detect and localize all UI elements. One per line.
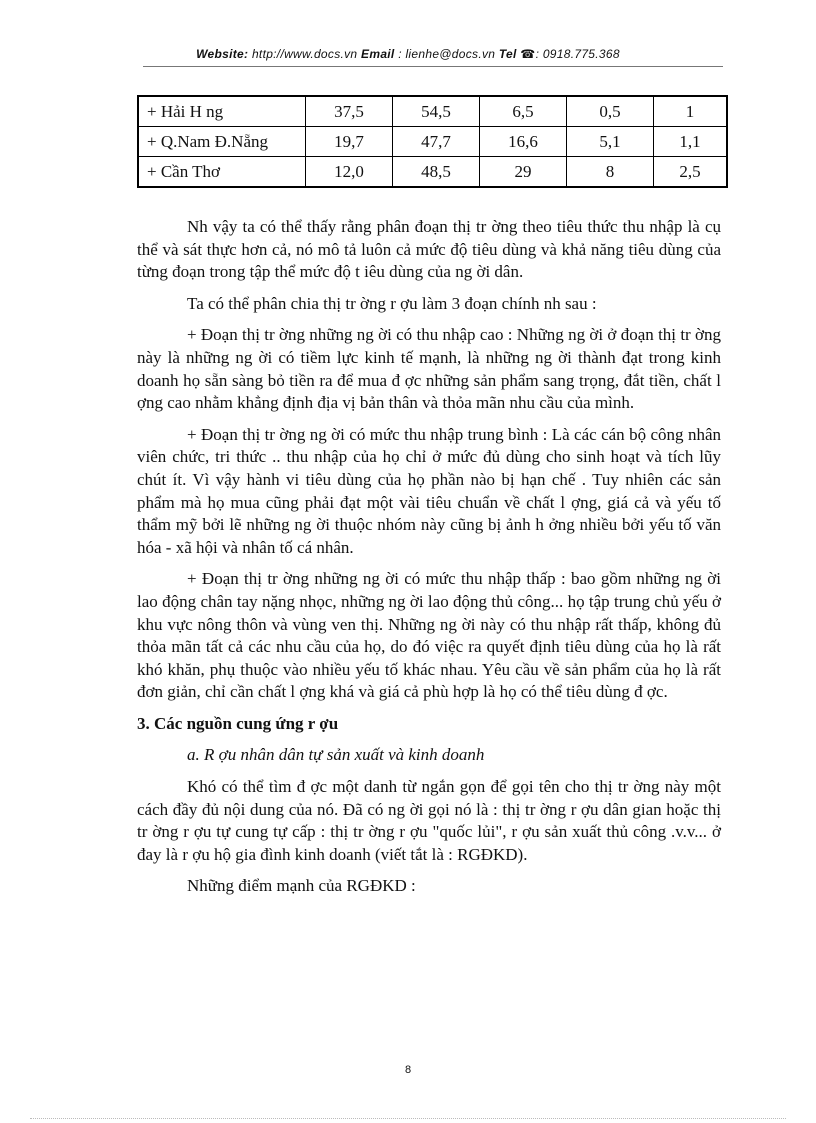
- page-number: 8: [404, 1064, 412, 1076]
- page-header: [0, 47, 816, 61]
- table-cell: 2,5: [654, 157, 728, 188]
- table-cell: 47,7: [393, 127, 480, 157]
- table-cell: 54,5: [393, 96, 480, 127]
- email-label: Email: [361, 47, 395, 61]
- paragraph: Những điểm mạnh của RGĐKD :: [187, 876, 416, 896]
- table-cell: 0,5: [567, 96, 654, 127]
- table-cell: 48,5: [393, 157, 480, 188]
- table-cell: 6,5: [480, 96, 567, 127]
- table-row: [138, 96, 727, 127]
- table-row: [138, 127, 727, 157]
- table-cell: 1,1: [654, 127, 728, 157]
- table-cell: 29: [480, 157, 567, 188]
- table-row: [138, 157, 727, 188]
- website-label: Website:: [196, 47, 249, 61]
- table-cell: 12,0: [306, 157, 393, 188]
- table-cell: 37,5: [306, 96, 393, 127]
- paragraph: + Đoạn thị tr ờng ng ời có mức thu nhập trung bình : Là các cán bộ công nhân viên chức, tri thức .. thu nhập của họ chỉ ở mức đủ dùng cho sinh hoạt và tích lũy chút ít. Vì vậy hành vi tiêu dùng của họ phần nào bị hạn chế . Tuy nhiên các sản phẩm mà họ mua cũng phải đạt một vài tiêu chuẩn về chất l ợng, giá cả và yếu tố thẩm mỹ bởi lẽ những ng ời thuộc nhóm này cũng bị ảnh h ởng nhiều bởi yếu tố văn hóa - xã hội và nhân tố cá nhân.: [137, 424, 721, 557]
- table-cell: 19,7: [306, 127, 393, 157]
- section-heading: 3. Các nguồn cung ứng r ợu: [137, 713, 339, 733]
- paragraph: Ta có thể phân chia thị tr ờng r ợu làm 3 đoạn chính nh sau :: [187, 293, 597, 313]
- subsection-heading: a. R ợu nhân dân tự sản xuất và kinh doanh: [187, 745, 485, 765]
- website-link[interactable]: http://www.docs.vn: [248, 47, 362, 61]
- row-label: + Hải H ng: [138, 96, 306, 127]
- paragraph: Khó có thể tìm đ ợc một danh từ ngắn gọn để gọi tên cho thị tr ờng này một cách đầy đủ nội dung của nó. Đã có ng ời gọi nó là : thị tr ờng r ợu dân gian hoặc thị tr ờng r ợu tự cung tự cấp : thị tr ờng r ợu "quốc lủi", r ợu sản xuất thủ công .v.v... ở đay là r ợu hộ gia đình kinh doanh (viết tắt là : RGĐKD).: [137, 777, 721, 864]
- tel-label: Tel ☎: [498, 47, 536, 61]
- income-table: [137, 95, 728, 188]
- paragraph: Nh vậy ta có thể thấy rằng phân đoạn thị tr ờng theo tiêu thức thu nhập là cụ thể và sát thực hơn cả, nó mô tả luôn cả mức độ tiêu dùng và khả năng tiêu dùng của từng đoạn trong tập thể mức độ t iêu dùng của ng ời dân.: [137, 217, 721, 282]
- table-cell: 1: [654, 96, 728, 127]
- table-cell: 16,6: [480, 127, 567, 157]
- header-divider: [143, 66, 723, 67]
- table-cell: 8: [567, 157, 654, 188]
- paragraph: + Đoạn thị tr ờng những ng ời có thu nhập cao : Những ng ời ở đoạn thị tr ờng này là những ng ời có tiềm lực kinh tế mạnh, là những ng ời thành đạt trong kinh doanh họ sẵn sàng bỏ tiền ra để mua đ ợc những sản phẩm sang trọng, đắt tiền, chất l ợng cao nhằm khẳng định địa vị bản thân và thỏa mãn nhu cầu của mình.: [137, 325, 721, 413]
- tel-value: : 0918.775.368: [535, 47, 620, 61]
- footer-divider: [30, 1118, 786, 1119]
- email-link[interactable]: : lienhe@docs.vn: [394, 47, 499, 61]
- paragraph: + Đoạn thị tr ờng những ng ời có mức thu nhập thấp : bao gồm những ng ời lao động chân tay nặng nhọc, những ng ời lao động thủ công... họ tập trung chủ yếu ở khu vực nông thôn và vùng ven thị. Những ng ời này có thu nhập rất thấp, không đủ thỏa mãn tất cả các nhu cầu của họ, do đó việc ra quyết định tiêu dùng của họ là rất khó khăn, phụ thuộc vào nhiều yếu tố khác nhau. Yêu cầu về sản phẩm của họ là rất đơn giản, chỉ cần chất l ợng khá và giá cả phù hợp là họ có thể tiêu dùng đ ợc.: [137, 569, 721, 702]
- document-body: [137, 216, 721, 907]
- row-label: + Cần Thơ: [138, 157, 306, 188]
- table-cell: 5,1: [567, 127, 654, 157]
- row-label: + Q.Nam Đ.Nẵng: [138, 127, 306, 157]
